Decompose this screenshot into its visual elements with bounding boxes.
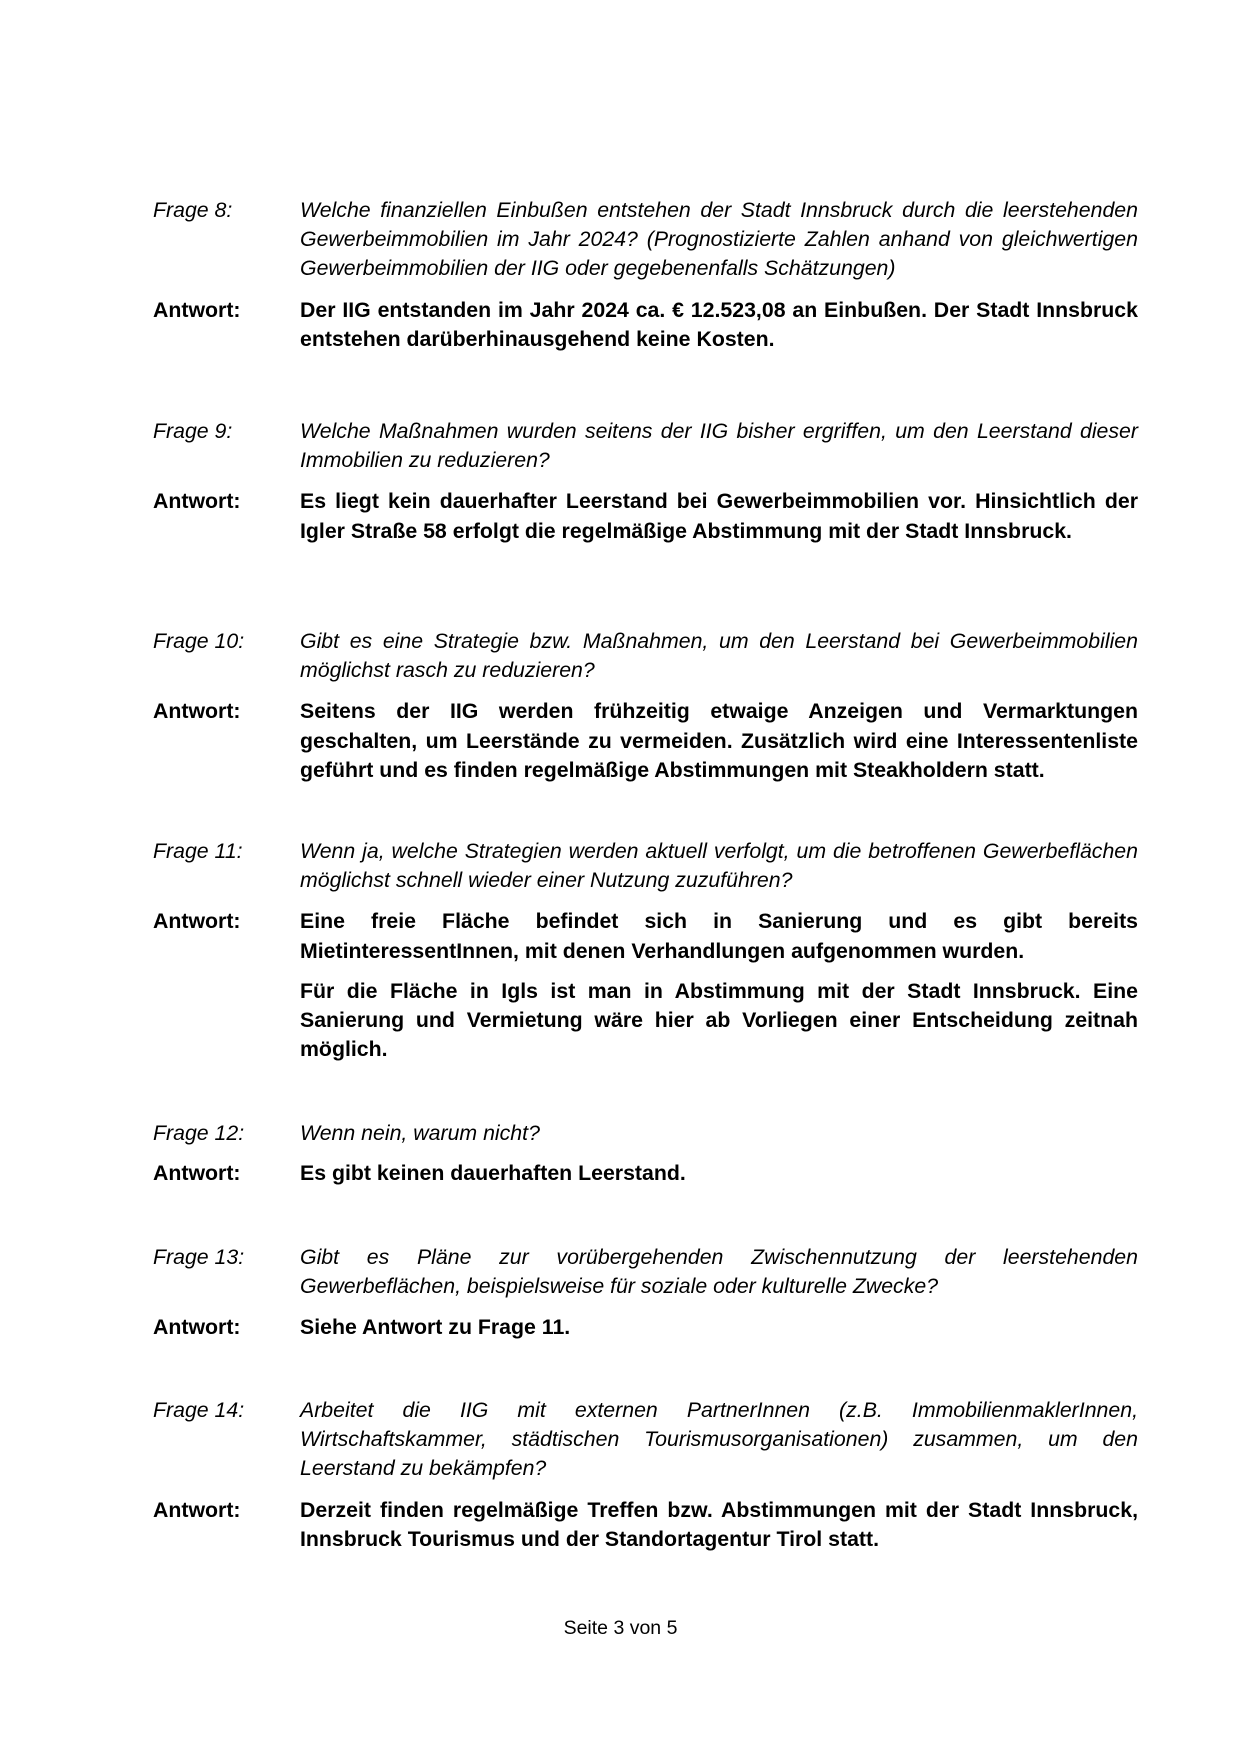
question-text: Wenn ja, welche Strategien werden aktuell verfolgt, um die betroffenen Gewerbeflächen möglichst schnell wieder einer Nutzung zuzuführen? <box>300 839 1138 893</box>
answer-paragraph: Derzeit finden regelmäßige Treffen bzw. Abstimmungen mit der Stadt Innsbruck, Innsbruck Tourismus und der Standortagentur Tirol statt. <box>300 1497 1138 1551</box>
qa-block-8 <box>153 196 1138 354</box>
question-row <box>153 1243 1138 1301</box>
qa-block-11 <box>153 837 1138 1064</box>
answer-text <box>300 1313 1138 1342</box>
question-text: Gibt es Pläne zur vorübergehenden Zwischennutzung der leerstehenden Gewerbeflächen, beispielsweise für soziale oder kulturelle Zwecke? <box>300 1245 1138 1299</box>
answer-row <box>153 1313 1138 1342</box>
answer-row <box>153 1496 1138 1554</box>
answer-label: Antwort: <box>153 699 241 724</box>
question-label: Frage 11: <box>153 839 243 863</box>
answer-label: Antwort: <box>153 489 241 514</box>
answer-paragraph: Der IIG entstanden im Jahr 2024 ca. € 12.523,08 an Einbußen. Der Stadt Innsbruck entstehen darüberhinausgehend keine Kosten. <box>300 297 1138 351</box>
answer-text <box>300 1159 1138 1188</box>
question-row <box>153 627 1138 685</box>
question-text: Gibt es eine Strategie bzw. Maßnahmen, um den Leerstand bei Gewerbeimmobilien möglichst rasch zu reduzieren? <box>300 629 1138 683</box>
question-label: Frage 12: <box>153 1121 245 1145</box>
answer-text <box>300 296 1138 354</box>
answer-label: Antwort: <box>153 1161 241 1186</box>
answer-row <box>153 907 1138 1064</box>
answer-row <box>153 1159 1138 1188</box>
qa-block-14 <box>153 1396 1138 1554</box>
answer-label: Antwort: <box>153 297 241 322</box>
answer-paragraph: Seitens der IIG werden frühzeitig etwaige Anzeigen und Vermarktungen geschalten, um Leerstände zu vermeiden. Zusätzlich wird eine Interessentenliste geführt und es finden regelmäßige Abstimmungen mit Steakholdern statt. <box>300 699 1138 782</box>
question-text: Welche finanziellen Einbußen entstehen der Stadt Innsbruck durch die leerstehenden Gewerbeimmobilien im Jahr 2024? (Prognostizierte Zahlen anhand von gleichwertigen Gewerbeimmobilien der IIG oder gegebenenfalls Schätzungen) <box>300 198 1138 281</box>
question-label: Frage 13: <box>153 1245 245 1269</box>
answer-paragraph: Eine freie Fläche befindet sich in Sanierung und es gibt bereits MietinteressentInnen, mit denen Verhandlungen aufgenommen wurden. <box>300 909 1138 963</box>
answer-paragraph: Siehe Antwort zu Frage 11. <box>300 1315 571 1340</box>
answer-text <box>300 697 1138 785</box>
answer-paragraph: Es gibt keinen dauerhaften Leerstand. <box>300 1161 686 1186</box>
question-text: Welche Maßnahmen wurden seitens der IIG bisher ergriffen, um den Leerstand dieser Immobilien zu reduzieren? <box>300 419 1138 473</box>
answer-row <box>153 487 1138 545</box>
qa-block-12 <box>153 1119 1138 1188</box>
question-label: Frage 8: <box>153 198 233 222</box>
answer-label: Antwort: <box>153 1315 241 1340</box>
answer-paragraph: Es liegt kein dauerhafter Leerstand bei Gewerbeimmobilien vor. Hinsichtlich der Igler Straße 58 erfolgt die regelmäßige Abstimmung mit der Stadt Innsbruck. <box>300 489 1138 543</box>
answer-row <box>153 697 1138 785</box>
answer-row <box>153 296 1138 354</box>
answer-label: Antwort: <box>153 909 241 934</box>
question-row <box>153 1396 1138 1484</box>
answer-paragraph: Für die Fläche in Igls ist man in Abstimmung mit der Stadt Innsbruck. Eine Sanierung und Vermietung wäre hier ab Vorliegen einer Entscheidung zeitnah möglich. <box>300 978 1138 1062</box>
question-text: Arbeitet die IIG mit externen PartnerInnen (z.B. ImmobilienmaklerInnen, Wirtschaftskammer, städtischen Tourismusorganisationen) zusammen, um den Leerstand zu bekämpfen? <box>300 1398 1138 1481</box>
qa-block-13 <box>153 1243 1138 1343</box>
question-row <box>153 837 1138 895</box>
answer-text <box>300 487 1138 545</box>
question-label: Frage 10: <box>153 629 245 653</box>
question-row <box>153 196 1138 284</box>
answer-text <box>300 1496 1138 1554</box>
question-label: Frage 9: <box>153 419 233 443</box>
qa-block-10 <box>153 627 1138 785</box>
qa-block-9 <box>153 417 1138 546</box>
answer-text <box>300 907 1138 1064</box>
question-label: Frage 14: <box>153 1398 245 1422</box>
answer-label: Antwort: <box>153 1497 241 1522</box>
question-text: Wenn nein, warum nicht? <box>300 1121 540 1145</box>
question-row <box>153 417 1138 475</box>
page-number-footer: Seite 3 von 5 <box>563 1617 678 1639</box>
question-row <box>153 1119 1138 1148</box>
